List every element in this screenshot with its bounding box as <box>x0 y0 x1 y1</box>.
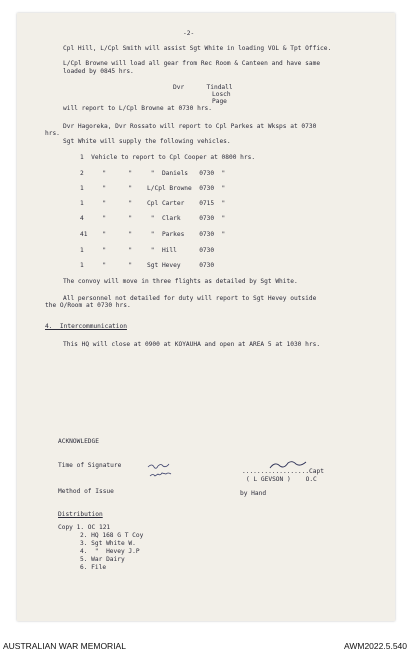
text-line-6: Page <box>212 98 227 105</box>
distribution-item-2: 2. HQ 168 G T Coy <box>80 532 144 539</box>
text-line-convoy: The convoy will move in three flights as detailed by Sgt White. <box>63 278 298 285</box>
acknowledge-label: ACKNOWLEDGE <box>58 438 99 445</box>
text-line-personnel-2: the O/Room at 0730 hrs. <box>45 302 131 309</box>
text-line-personnel-1: All personnel not detailed for duty will report to Sgt Hevey outside <box>63 295 317 302</box>
footer-reference: AWM2022.5.540 <box>344 641 407 651</box>
text-line-1: Cpl Hill, L/Cpl Smith will assist Sgt White in loading VOL & Tpt Office. <box>63 45 332 52</box>
vehicle-row-3: 1 " " L/Cpl Browne 0730 " <box>80 185 226 192</box>
distribution-heading: Distribution <box>58 511 103 518</box>
text-line-4: Dvr Tindall <box>173 84 233 91</box>
signatory-name: ( L GEVSON ) O.C <box>246 476 317 483</box>
text-line-5: Losch <box>212 91 231 98</box>
method-of-issue-label: Method of Issue <box>58 488 114 495</box>
section-heading-intercommunication: 4. Intercommunication <box>45 323 127 330</box>
vehicle-row-7: 1 " " " Hill 0730 <box>80 247 215 254</box>
vehicle-row-4: 1 " " Cpl Carter 0715 " <box>80 200 226 207</box>
distribution-item-6: 6. File <box>80 564 107 571</box>
text-line-7: will report to L/Cpl Browne at 0730 hrs. <box>63 105 213 112</box>
text-line-2: L/Cpl Browne will load all gear from Rec Room & Canteen and have same <box>63 60 321 67</box>
vehicle-row-5: 4 " " " Clark 0730 " <box>80 215 226 222</box>
signature-line: ..................Capt <box>242 468 324 475</box>
page-number: -2- <box>183 30 195 37</box>
distribution-item-1: Copy 1. OC 121 <box>58 524 111 531</box>
text-line-8: Dvr Hagoreka, Dvr Rossato will report to Cpl Parkes at Wksps at 0730 <box>63 123 317 130</box>
time-of-signature-label: Time of Signature <box>58 462 122 469</box>
handwritten-time-mark <box>146 460 176 482</box>
method-of-issue-value: by Hand <box>240 490 267 497</box>
footer-institution: AUSTRALIAN WAR MEMORIAL <box>3 641 126 651</box>
vehicle-row-1: 1 Vehicle to report to Cpl Cooper at 0800 hrs. <box>80 154 256 161</box>
text-line-10: Sgt White will supply the following vehicles. <box>63 138 231 145</box>
vehicle-row-2: 2 " " " Daniels 0730 " <box>80 170 226 177</box>
distribution-item-4: 4. " Hevey J.P <box>80 548 140 555</box>
distribution-item-5: 5. War Dairy <box>80 556 125 563</box>
distribution-item-3: 3. Sgt White W. <box>80 540 136 547</box>
vehicle-row-8: 1 " " Sgt Hevey 0730 <box>80 262 215 269</box>
text-line-9: hrs. <box>45 130 60 137</box>
text-line-hq-close: This HQ will close at 0900 at KOYAUHA and open at AREA 5 at 1030 hrs. <box>63 341 321 348</box>
archive-footer <box>0 640 411 653</box>
vehicle-row-6: 41 " " " Parkes 0730 " <box>80 231 226 238</box>
text-line-3: loaded by 0845 hrs. <box>63 68 134 75</box>
